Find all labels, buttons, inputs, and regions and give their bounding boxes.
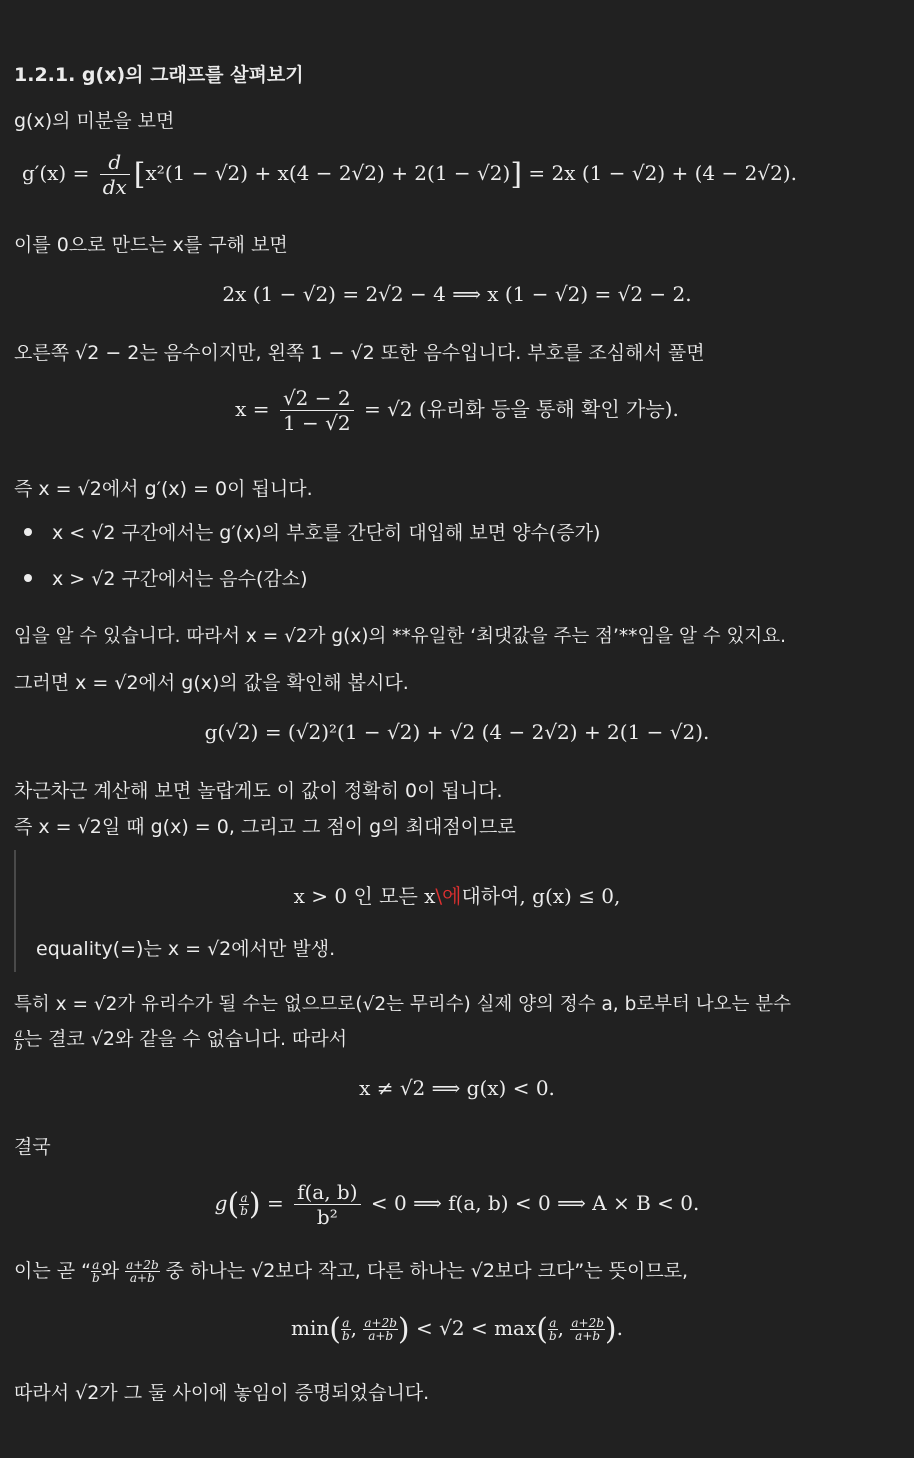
paragraph-meaning: [14, 1256, 688, 1284]
equation-final: g( $\frac{a}{b}$ ) = $\frac{f(a, b)}{\text{b²}}$ < 0 ⟹ f(a, b) < 0 ⟹ A × B < 0.: [214, 1180, 700, 1229]
eq-max-label: max: [494, 1316, 537, 1340]
paragraph-conclusion: 결국: [14, 1136, 51, 1158]
inline-frac-num: a: [15, 1026, 23, 1040]
eq-max-f2-num: a+2b: [571, 1316, 604, 1330]
eq-x-denominator: 1 − √2: [282, 411, 351, 435]
eq-min-f2-den: a+b: [368, 1329, 394, 1343]
eq-final-a: a: [240, 1191, 248, 1205]
equation-x-value: [0, 386, 914, 435]
eq-derivative-bracket: x²(1 − √2) + x(4 − 2√2) + 2(1 − √2): [145, 161, 511, 185]
eq-final-b: b: [240, 1204, 248, 1218]
eq-max-f2-den: a+b: [575, 1329, 601, 1343]
eq-max-f1-den: b: [548, 1329, 557, 1343]
inline-fraction-a-b: [14, 1027, 24, 1052]
equation-derivative: g′(x) = $\frac{d}{dx}$ [x²(1 − √2) + x(4 − 2√2) + 2(1 − √2)] = 2x (1 − √2) + (4 − 2√2).: [22, 150, 797, 199]
section-heading: 1.2.1. g(x)의 그래프를 살펴보기: [14, 64, 304, 86]
meaning-fraction-2: [125, 1259, 160, 1284]
eq-min-f1-den: b: [341, 1329, 350, 1343]
paragraph-zero-result: 차근차근 계산해 보면 놀랍게도 이 값이 정확히 0이 됩니다.: [14, 780, 503, 802]
eq-min-fraction-1: [341, 1317, 351, 1342]
paragraph-set-zero: 이를 0으로 만드는 x를 구해 보면: [14, 234, 288, 256]
paragraph-maximum: 임을 알 수 있습니다. 따라서 x = √2가 g(x)의 **유일한 ‘최댓값을 주는 점’**임을 알 수 있지요.: [14, 626, 786, 647]
blockquote-equality: equality(=)는 x = √2에서만 발생.: [36, 938, 336, 960]
paragraph-sign-note: 오른쪽 √2 − 2는 음수이지만, 왼쪽 1 − √2 또한 음수입니다. 부호를 조심해서 풀면: [14, 342, 705, 364]
eq-final-fraction: [294, 1180, 360, 1229]
equation-min-max: min( $\frac{a}{b}$ , $\frac{a+2b}{a+b}$ ) < √2 < max( $\frac{a}{b}$ , $\frac{a+2b}{a+b}$ ).: [291, 1312, 623, 1347]
blockquote-inequality: [0, 880, 914, 909]
equation-not-equal: x ≠ √2 ⟹ g(x) < 0.: [359, 1076, 555, 1100]
eq-max-fraction-2: [570, 1317, 605, 1342]
eq-min-f2-num: a+2b: [364, 1316, 397, 1330]
paragraph-critical-point: 즉 x = √2에서 g′(x) = 0이 됩니다.: [14, 478, 313, 500]
equation-solve: 2x (1 − √2) = 2√2 − 4 ⟹ x (1 − √2) = √2 − 2.: [222, 282, 692, 306]
eq-final-numerator: f(a, b): [294, 1180, 360, 1205]
eq-min-fraction-2: [363, 1317, 398, 1342]
eq-final-ab-fraction: [239, 1192, 249, 1217]
equation-g-value: g(√2) = (√2)²(1 − √2) + √2 (4 − 2√2) + 2(1 − √2).: [204, 720, 710, 744]
meaning-mid: 와: [100, 1260, 126, 1282]
eq-x-fraction: [280, 386, 354, 435]
meaning-f2-den: a+b: [129, 1271, 155, 1285]
bullet-dot-2: [24, 574, 32, 582]
paragraph-irrational: 특히 x = √2가 유리수가 될 수는 없으므로(√2는 무리수) 실제 양의 정수 a, b로부터 나오는 분수: [14, 994, 792, 1015]
eq-final-denominator: b²: [316, 1205, 338, 1229]
quote-inequality-part-a: x > 0 인 모든 x: [293, 884, 436, 908]
paragraph-maximum-point: 즉 x = √2일 때 g(x) = 0, 그리고 그 점이 g의 최대점이므로: [14, 816, 516, 838]
meaning-f2-num: a+2b: [126, 1258, 159, 1272]
paragraph-proof-end: 따라서 √2가 그 둘 사이에 놓임이 증명되었습니다.: [14, 1382, 430, 1404]
eq-x-numerator: √2 − 2: [280, 386, 354, 411]
bullet-dot-1: [24, 528, 32, 536]
meaning-pre: 이는 곧 “: [14, 1260, 91, 1282]
quote-inequality-part-b: 대하여, g(x) ≤ 0,: [461, 884, 621, 908]
eq-minmax-middle: < √2 <: [416, 1316, 488, 1340]
eq-min-f1-num: a: [342, 1316, 350, 1330]
meaning-fraction-1: [91, 1259, 101, 1284]
eq-min-label: min: [291, 1316, 330, 1340]
eq-x-lhs: x =: [235, 397, 270, 421]
eq-x-rhs: = √2 (유리화 등을 통해 확인 가능).: [363, 397, 679, 421]
ddx-numerator: d: [100, 150, 130, 175]
inline-frac-den: b: [15, 1039, 23, 1053]
blockquote-bar: [14, 850, 16, 972]
meaning-post: 중 하나는 √2보다 작고, 다른 하나는 √2보다 크다”는 뜻이므로,: [159, 1260, 689, 1282]
inline-text: 는 결코 √2와 같을 수 없습니다. 따라서: [23, 1028, 348, 1050]
bullet-item-decreasing: x > √2 구간에서는 음수(감소): [52, 568, 308, 590]
eq-derivative-lhs: g′(x) =: [22, 161, 90, 185]
eq-derivative-rhs: = 2x (1 − √2) + (4 − 2√2).: [528, 161, 797, 185]
bullet-item-increasing: x < √2 구간에서는 g′(x)의 부호를 간단히 대입해 보면 양수(증가): [52, 522, 601, 544]
paragraph-check-value: 그러면 x = √2에서 g(x)의 값을 확인해 봅시다.: [14, 672, 409, 694]
eq-final-equals: =: [266, 1191, 284, 1215]
eq-max-fraction-1: [548, 1317, 558, 1342]
eq-final-rhs: < 0 ⟹ f(a, b) < 0 ⟹ A × B < 0.: [370, 1191, 700, 1215]
paragraph-derivative-intro: g(x)의 미분을 보면: [14, 110, 175, 132]
paragraph-irrational-cont: [14, 1024, 347, 1052]
meaning-f1-num: a: [92, 1258, 100, 1272]
eq-max-f1-num: a: [549, 1316, 557, 1330]
ddx-denominator: dx: [102, 175, 127, 199]
eq-final-g: g: [214, 1191, 228, 1215]
meaning-f1-den: b: [92, 1271, 100, 1285]
eq-derivative-ddx: [100, 150, 130, 199]
quote-render-error: \에: [435, 884, 462, 908]
